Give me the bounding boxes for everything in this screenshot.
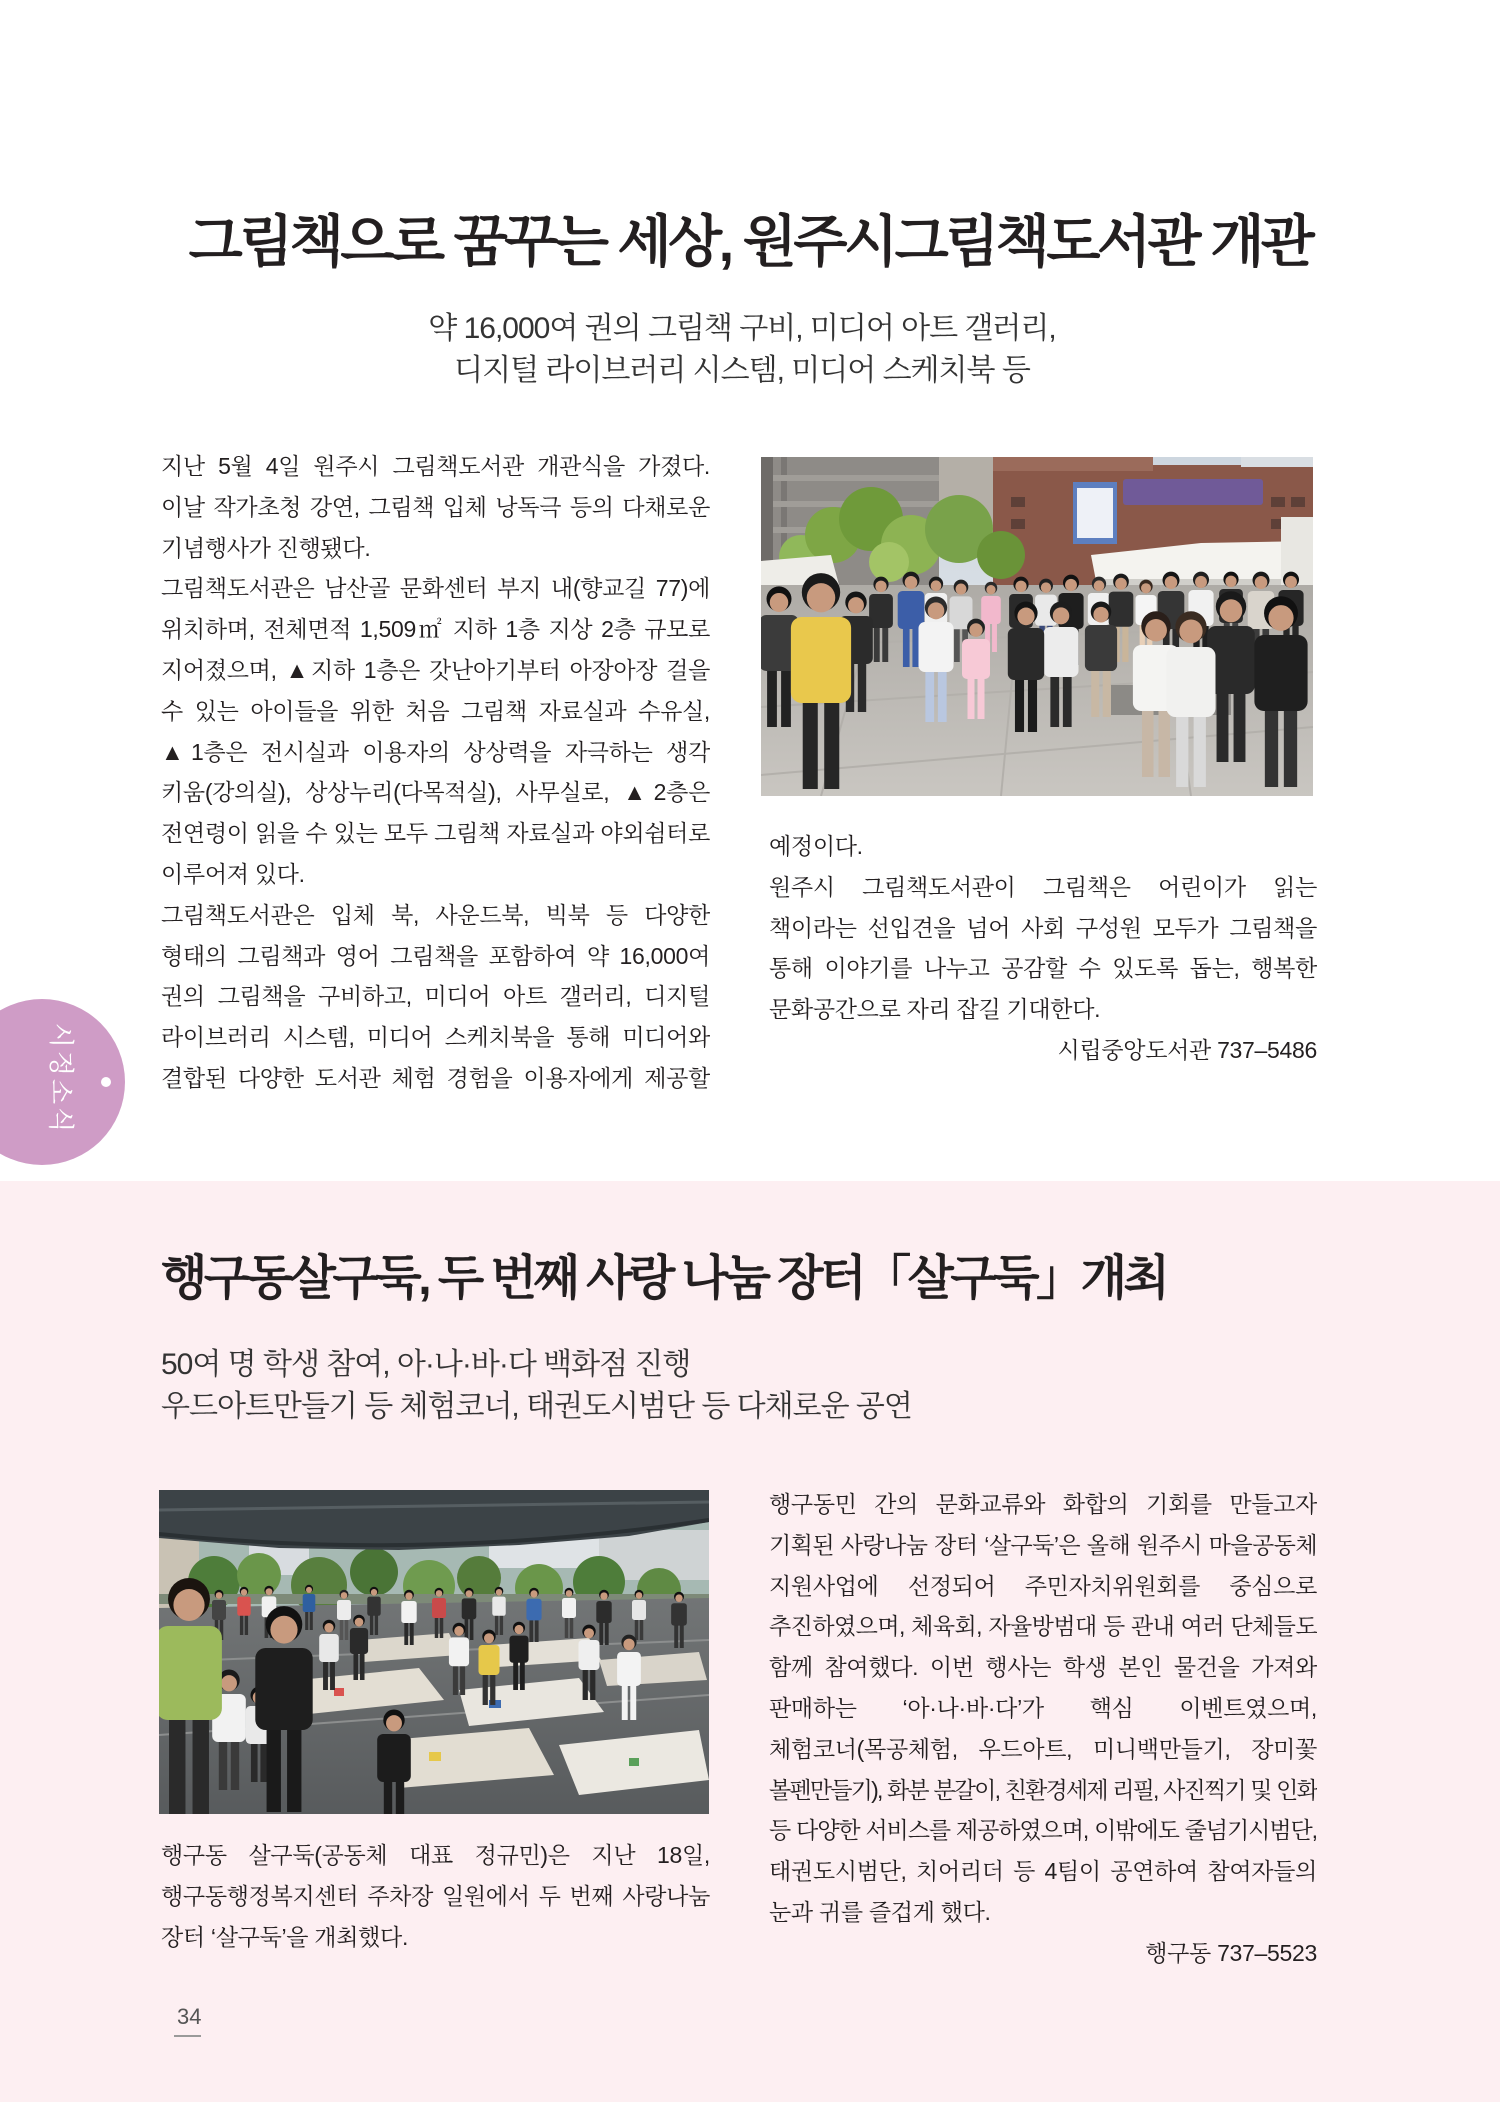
body-line: 눈과 귀를 즐겁게 했다. <box>769 1898 991 1925</box>
article2-subtitle-line: 우드아트만들기 등 체험코너, 태권도시범단 등 다채로운 공연 <box>161 1390 912 1423</box>
page-number-rule <box>174 2035 201 2037</box>
body-line: 등 다양한 서비스를 제공하였으며, 이밖에도 줄넘기시범단, <box>769 1817 1317 1844</box>
contact-line: 행구동 737–5523 <box>1145 1939 1317 1966</box>
body-line: 키움(강의실), 상상누리(다목적실), 사무실로, ▲2층은 <box>161 779 710 806</box>
body-line: 추진하였으며, 체육회, 자율방범대 등 관내 여러 단체들도 <box>769 1613 1317 1640</box>
body-line: 원주시 그림책도서관이 그림책은 어린이가 읽는 <box>769 873 1317 900</box>
article2-subtitle-line: 50여 명 학생 참여, 아·나·바·다 백화점 진행 <box>161 1348 691 1381</box>
body-line: 판매하는 ‘아·나·바·다’가 핵심 이벤트였으며, <box>769 1694 1317 1721</box>
body-line: 책이라는 선입견을 넘어 사회 구성원 모두가 그림책을 <box>769 914 1317 941</box>
section-tab-dot <box>101 1077 111 1087</box>
body-line: 태권도시범단, 치어리더 등 4팀이 공연하여 참여자들의 <box>769 1858 1317 1885</box>
photo-caption-line: 행구동행정복지센터 주차장 일원에서 두 번째 사랑나눔 <box>161 1882 710 1909</box>
body-line: 전연령이 읽을 수 있는 모두 그림책 자료실과 야외쉼터로 <box>161 820 710 847</box>
market-event-photo <box>159 1490 709 1814</box>
body-line: 라이브러리 시스템, 미디어 스케치북을 통해 미디어와 <box>161 1024 710 1051</box>
body-line: 수 있는 아이들을 위한 처음 그림책 자료실과 수유실, <box>161 697 710 724</box>
article2-title: 행구동살구둑, 두 번째 사랑 나눔 장터「살구둑」개최 <box>161 1252 1167 1305</box>
article2-right-column <box>769 1484 1317 1974</box>
article1-subtitle-line: 약 16,000여 권의 그림책 구비, 미디어 아트 갤러리, <box>428 312 1056 345</box>
body-line: 문화공간으로 자리 잡길 기대한다. <box>769 996 1101 1023</box>
article1-subtitle-line: 디지털 라이브러리 시스템, 미디어 스케치북 등 <box>454 354 1030 387</box>
body-line: 체험코너(목공체험, 우드아트, 미니백만들기, 장미꽃 <box>769 1735 1317 1762</box>
body-line: ▲1층은 전시실과 이용자의 상상력을 자극하는 생각 <box>161 738 710 765</box>
article2-photo-caption <box>161 1835 710 1957</box>
body-line: 예정이다. <box>769 833 863 859</box>
article1-title: 그림책으로 꿈꾸는 세상, 원주시그림책도서관 개관 <box>188 210 1312 273</box>
body-line: 그림책도서관은 남산골 문화센터 부지 내(향교길 77)에 <box>161 575 710 602</box>
article1-subtitle <box>242 308 1242 392</box>
body-line: 그림책도서관은 입체 북, 사운드북, 빅북 등 다양한 <box>161 901 710 928</box>
body-line: 권의 그림책을 구비하고, 미디어 아트 갤러리, 디지털 <box>161 983 710 1010</box>
body-line: 통해 이야기를 나누고 공감할 수 있도록 돕는, 행복한 <box>769 955 1317 982</box>
body-line: 지어졌으며, ▲지하 1층은 갓난아기부터 아장아장 걸을 <box>161 656 710 683</box>
body-line: 지난 5월 4일 원주시 그림책도서관 개관식을 가졌다. <box>161 453 710 479</box>
library-opening-photo <box>761 457 1313 796</box>
section-tab-label: 시정소식 <box>46 1022 76 1136</box>
body-line: 볼펜만들기), 화분 분갈이, 친환경세제 리필, 사진찍기 및 인화 <box>769 1776 1317 1803</box>
article1-right-column <box>769 826 1317 1071</box>
body-line: 함께 참여했다. 이번 행사는 학생 본인 물건을 가져와 <box>769 1654 1317 1681</box>
contact-line: 시립중앙도서관 737–5486 <box>1057 1036 1317 1063</box>
article1-left-column <box>161 446 710 1099</box>
article2-subtitle <box>161 1344 1261 1428</box>
body-line: 이날 작가초청 강연, 그림책 입체 낭독극 등의 다채로운 <box>161 493 710 520</box>
photo-caption-line: 장터 ‘살구둑’을 개최했다. <box>161 1923 409 1950</box>
body-line: 이루어져 있다. <box>161 860 305 887</box>
body-line: 형태의 그림책과 영어 그림책을 포함하여 약 16,000여 <box>161 942 710 969</box>
body-line: 지원사업에 선정되어 주민자치위원회를 중심으로 <box>769 1572 1317 1599</box>
body-line: 결합된 다양한 도서관 체험 경험을 이용자에게 제공할 <box>161 1064 710 1091</box>
body-line: 행구동민 간의 문화교류와 화합의 기회를 만들고자 <box>769 1491 1317 1517</box>
body-line: 기획된 사랑나눔 장터 ‘살구둑’은 올해 원주시 마을공동체 <box>769 1531 1317 1558</box>
body-line: 위치하며, 전체면적 1,509㎡ 지하 1층 지상 2층 규모로 <box>161 616 710 643</box>
body-line: 기념행사가 진행됐다. <box>161 534 371 561</box>
photo-caption-line: 행구동 살구둑(공동체 대표 정규민)은 지난 18일, <box>161 1842 710 1868</box>
page-number: 34 <box>177 2004 202 2029</box>
